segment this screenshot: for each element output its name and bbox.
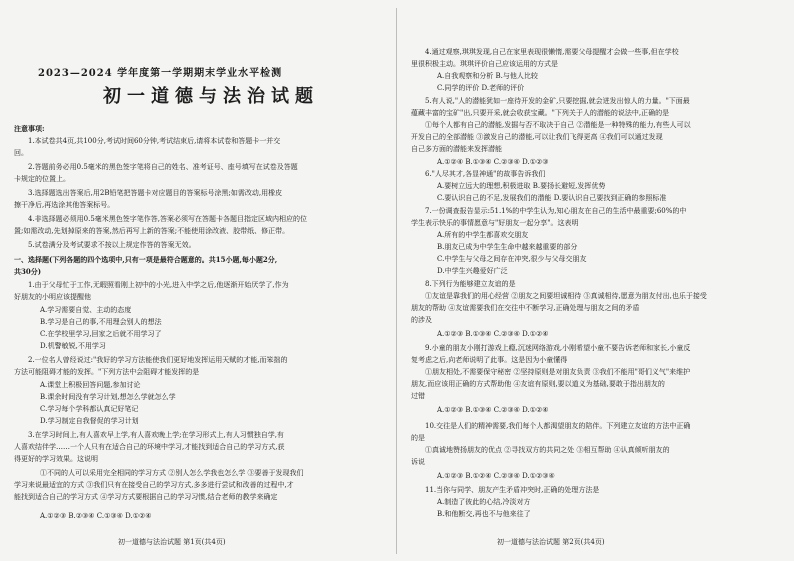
answer-options: A.①②③ B.①②④ C.②③④ D.①②③④: [437, 472, 555, 480]
option: D.学习制定自我督促的学习计划: [40, 417, 139, 425]
option: B.和他断交,再也不与他来往了: [437, 510, 531, 518]
text-line: 诉说: [411, 458, 425, 466]
answer-options: A.①②④ B.①③④ C.②③④ D.①②③: [437, 158, 549, 166]
option: B.朋友已成为中学生生命中越来越重要的部分: [437, 243, 578, 251]
section-heading: 一、选择题(下列各题的四个选项中,只有一项是最符合题意的。共15小题,每小题2分,: [14, 255, 278, 264]
text-line: 里很积极主动。琪琪评价自己应该运用的方式是: [411, 60, 558, 68]
notice-heading: 注意事项:: [14, 124, 45, 133]
text-line: 好朋友的小明应该提醒他: [14, 293, 91, 301]
text-line: 过错: [411, 392, 425, 400]
option: A.学习需要自觉、主动的态度: [40, 306, 132, 314]
text-line: 3.选择题选出答案后,用2B铅笔把答题卡对应题目的答案标号涂黑;如需改动,用橡皮: [28, 189, 283, 197]
page-footer: 初一道德与法治试题 第2页(共4页): [497, 538, 605, 546]
text-line: 2.答题前务必用0.5毫米的黑色签字笔将自己的姓名、准考证号、座号填写在试卷及答题: [28, 163, 298, 171]
question-1: 1.由于父母忙于工作,无暇照看刚上初中的小光,进入中学之后,他逐渐开始厌学了,作为: [28, 281, 289, 289]
option: D.中学生兴趣爱好广泛: [437, 267, 508, 275]
option: C.同学的评价 D.老师的评价: [437, 84, 525, 92]
option: A.课堂上积极回答问题,参加讨论: [40, 381, 141, 389]
text-line: 朋友,而应该用正确的方式帮助他 ④友谊有原则,要以道义为基础,要敢于指出朋友的: [411, 380, 665, 388]
text-line: 复考虑之后,向老师说明了此事。这是因为小童懂得: [411, 356, 568, 364]
text-line: 蕴藏丰富的宝矿"出,只要开采,就会收获宝藏。"下列关于人的潜能的说法中,正确的是: [411, 109, 670, 117]
question-11: 11.当你与同学、朋友产生矛盾冲突时,正确的处理方法是: [425, 486, 600, 494]
option: D.机警敏锐,不用学习: [40, 342, 106, 350]
text-line: 置;如需改动,先划掉原来的答案,然后再写上新的答案;不能使用涂改液、胶带纸、修正带。: [14, 227, 290, 235]
text-line: 人喜欢结伴学……一个人只有在适合自己的环境中学习,才能找到适合自己的学习方式,获: [14, 443, 285, 451]
question-9: 9.小童的朋友小刚打游戏上瘾,沉迷网络游戏,小刚希望小童不要告诉老师和家长,小童反: [425, 344, 691, 352]
text-line: 的是: [411, 434, 425, 442]
option: A.所有的中学生都喜欢交朋友: [437, 231, 529, 239]
option: C.要认识自己的不足,发展我们的潜能 D.要认识自己要找到正确的参照标准: [437, 194, 667, 202]
option: C.在学校里学习,回家之后就不用学习了: [40, 330, 162, 338]
text-line: 方法可能阻碍才能的发挥。"下列方法中会阻碍才能发挥的是: [14, 368, 200, 376]
question-4: 4.通过观察,琪琪发现,自己在家里表现很懒惰,需要父母提醒才会做一些事,但在学校: [425, 48, 679, 56]
text-line: 5.试卷满分及考试要求不按以上规定作答的答案无效。: [28, 241, 196, 249]
exam-title: 初一道德与法治试题: [103, 86, 319, 107]
text-line: 擦干净后,再选涂其他答案标号。: [14, 201, 115, 209]
page-footer: 初一道德与法治试题 第1页(共4页): [118, 538, 226, 546]
text-line: 学习来说最适宜的方式 ③我们只有在接受自己的学习方式,多多进行尝试和改善的过程中,才: [14, 481, 294, 489]
exam-year: 2023—2024 学年度第一学期期末学业水平检测: [38, 68, 283, 79]
text-line: ①友谊是靠我们的用心经营 ②朋友之间要坦诚相待 ③真诚相待,愿意为朋友付出,也乐于接受: [425, 292, 707, 300]
question-7: 7.一份调查报告显示:51.1%的中学生认为,知心朋友在自己的生活中最重要;60%的中: [425, 207, 687, 215]
option: B.学习是自己的事,不用理会别人的想法: [40, 318, 162, 326]
answer-options: A.①②③ B.①③④ C.②③④ D.①②④: [437, 406, 549, 414]
question-8: 8.下列行为能够建立友谊的是: [425, 280, 516, 288]
text-line: 1.本试卷共4页,共100分,考试时间60分钟,考试结束后,请将本试卷和答题卡一并交: [28, 137, 281, 145]
answer-options: A.①②③ B.①③④ C.②③④ D.①②④: [437, 330, 549, 338]
option: C.中学生与父母之间存在冲突,很少与父母交朋友: [437, 255, 587, 263]
option: A.自我观察和分析 B.与他人比较: [437, 72, 538, 80]
question-10: 10.交往是人们的精神需要,我们每个人都渴望朋友的陪伴。下列建立友谊的方法中正确: [425, 422, 691, 430]
text-line: 回。: [14, 149, 28, 157]
answer-options: A.①②③ B.②③④ C.①③④ D.①②④: [40, 512, 152, 520]
question-5: 5.有人说,"人的潜能犹如一座待开发的金矿,只要挖掘,就会迸发出惊人的力量。"下面最: [425, 97, 690, 105]
text-line: ①不同的人可以采用完全相同的学习方式 ②别人怎么学我也怎么学 ③要善于发现我们: [40, 469, 304, 477]
question-3: 3.在学习时间上,有人喜欢早上学,有人喜欢晚上学;在学习形式上,有人习惯独自学,有: [28, 431, 284, 439]
text-line: ①朋友相处,不需要保守秘密 ②坚持原则是对朋友负责 ③我们不能用"哥们义气"来维护: [425, 368, 691, 376]
option: A.制造了彼此的心结,冷淡对方: [437, 498, 531, 506]
text-line: 的涉及: [411, 316, 432, 324]
text-line: ①真诚地赞扬朋友的优点 ②寻找双方的共同之处 ③相互帮助 ④认真倾听朋友的: [425, 446, 670, 454]
option: A.要树立远大的理想,积极进取 B.要扬长避短,发挥优势: [437, 182, 606, 190]
right-page: [397, 0, 794, 561]
question-6: 6."人尽其才,各显神通"的故事告诉我们: [425, 170, 546, 178]
option: C.学习每个学科都认真记好笔记: [40, 405, 139, 413]
text-line: 自己多方面的潜能来发挥潜能: [411, 145, 502, 153]
text-line: ①每个人都有自己的潜能,发掘与否不取决于自己 ②潜能是一种特殊的能力,有些人可以: [425, 121, 691, 129]
text-line: 4.非选择题必须用0.5毫米黑色签字笔作答,答案必须写在答题卡各题目指定区域内相应的位: [28, 215, 308, 223]
question-2: 2.一位名人曾经说过:"我好的学习方法能使我们更好地发挥运用天赋的才能,而笨拙的: [28, 356, 288, 364]
text-line: 开发自己的全部潜能 ③激发自己的潜能,可以让我们飞得更高 ④我们可以通过发现: [411, 133, 663, 141]
text-line: 能找到适合自己的学习方式 ④学习方式要根据自己的学习习惯,结合老师的教学来确定: [14, 493, 278, 501]
text-line: 得更好的学习效果。这说明: [14, 455, 98, 463]
text-line: 卡规定的位置上。: [14, 175, 70, 183]
text-line: 学生表示快乐的事情愿意与"好朋友一起分享"。这表明: [411, 219, 579, 227]
section-heading-cont: 共30分): [14, 267, 42, 276]
text-line: 朋友的帮助 ④友谊需要我们在交往中不断学习,正确处理与朋友之间的矛盾: [411, 304, 640, 312]
option: B.课余时间没有学习计划,想怎么学就怎么学: [40, 393, 176, 401]
